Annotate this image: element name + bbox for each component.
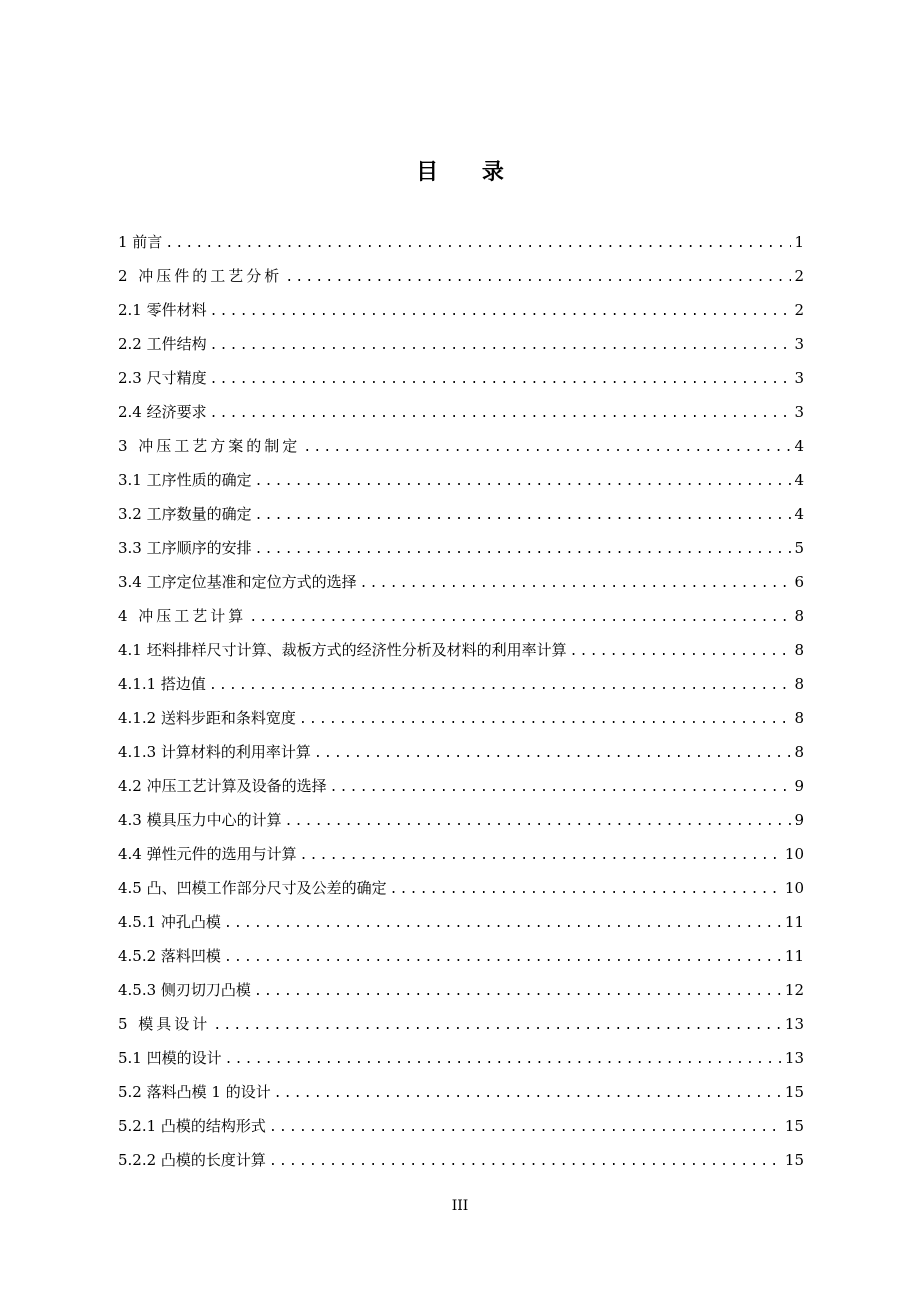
toc-entry-page: 9 [794,777,804,795]
page-title: 目 录 [416,159,522,185]
toc-entry-page: 4 [794,437,804,455]
toc-entry-page: 15 [784,1151,804,1169]
toc-dot-leader [303,434,791,462]
toc-entry-page: 8 [794,675,804,693]
toc-entry[interactable] [118,874,804,908]
toc-dot-leader [210,298,791,326]
toc-entry-title: 5.2.1 凸模的结构形式 [118,1117,266,1135]
toc-dot-leader [274,1080,782,1108]
toc-dot-leader [255,468,791,496]
toc-entry[interactable] [118,534,804,568]
toc-dot-leader [213,1012,782,1040]
toc-dot-leader [254,978,782,1006]
toc-entry-title: 5.2.2 凸模的长度计算 [118,1151,266,1169]
toc-dot-leader [269,1148,782,1176]
toc-entry[interactable] [118,1078,804,1112]
toc-entry-page: 3 [794,369,804,387]
toc-entry[interactable] [118,1010,804,1044]
toc-dot-leader [224,910,782,938]
toc-entry-title: 5.1 凹模的设计 [118,1049,222,1067]
page-number: III [451,1198,469,1214]
toc-entry-title: 2.3 尺寸精度 [118,369,207,387]
toc-entry-title: 2.1 零件材料 [118,301,207,319]
toc-entry-title: 4 冲压工艺计算 [118,607,247,625]
toc-entry-page: 13 [784,1049,804,1067]
toc-dot-leader [225,1046,782,1074]
toc-entry[interactable] [118,228,804,262]
toc-entry[interactable] [118,602,804,636]
toc-dot-leader [255,502,791,530]
toc-dot-leader [285,264,791,292]
toc-entry-title: 3 冲压工艺方案的制定 [118,437,301,455]
toc-entry-page: 15 [784,1083,804,1101]
toc-entry[interactable] [118,840,804,874]
toc-entry-title: 3.1 工序性质的确定 [118,471,252,489]
toc-entry[interactable] [118,806,804,840]
toc-dot-leader [210,400,791,428]
toc-dot-leader [570,638,791,666]
toc-entry-page: 6 [794,573,804,591]
toc-entry[interactable] [118,262,804,296]
toc-entry-page: 5 [794,539,804,557]
toc-dot-leader [330,774,791,802]
toc-entry-page: 9 [794,811,804,829]
toc-entry[interactable] [118,466,804,500]
toc-entry-page: 10 [784,845,804,863]
toc-entry[interactable] [118,432,804,466]
toc-entry[interactable] [118,704,804,738]
toc-entry-page: 13 [784,1015,804,1033]
toc-entry-title: 4.4 弹性元件的选用与计算 [118,845,297,863]
toc-entry[interactable] [118,398,804,432]
toc-entry[interactable] [118,1044,804,1078]
toc-dot-leader [285,808,791,836]
toc-entry[interactable] [118,296,804,330]
toc-entry-page: 8 [794,709,804,727]
toc-entry-title: 4.1.2 送料步距和条料宽度 [118,709,296,727]
toc-entry[interactable] [118,364,804,398]
toc-entry[interactable] [118,738,804,772]
toc-entry-title: 3.3 工序顺序的安排 [118,539,252,557]
toc-entry-title: 1 前言 [118,233,163,251]
toc-entry-title: 3.4 工序定位基准和定位方式的选择 [118,573,357,591]
toc-entry-title: 4.5.3 侧刃切刀凸模 [118,981,251,999]
toc-entry-page: 8 [794,607,804,625]
toc-dot-leader [300,842,782,870]
toc-entry-page: 4 [794,471,804,489]
toc-entry[interactable] [118,670,804,704]
toc-entry-title: 4.5 凸、凹模工作部分尺寸及公差的确定 [118,879,387,897]
toc-entry-page: 10 [784,879,804,897]
toc-entry-title: 4.5.1 冲孔凸模 [118,913,221,931]
toc-dot-leader [224,944,782,972]
toc-entry[interactable] [118,1146,804,1180]
toc-entry[interactable] [118,636,804,670]
toc-entry-page: 4 [794,505,804,523]
toc-dot-leader [360,570,791,598]
toc-entry-title: 4.1.3 计算材料的利用率计算 [118,743,311,761]
toc-entry-page: 15 [784,1117,804,1135]
toc-entry-page: 1 [794,233,804,251]
toc-entry-page: 8 [794,743,804,761]
toc-dot-leader [210,332,791,360]
toc-entry-title: 4.1.1 搭边值 [118,675,206,693]
toc-entry-page: 11 [784,947,804,965]
toc-dot-leader [209,672,791,700]
toc-entry-page: 11 [784,913,804,931]
toc-entry-title: 5 模具设计 [118,1015,211,1033]
toc-entry-page: 2 [794,301,804,319]
toc-dot-leader [210,366,791,394]
table-of-contents [118,228,804,1180]
toc-dot-leader [249,604,791,632]
toc-entry[interactable] [118,330,804,364]
toc-entry-title: 5.2 落料凸模 1 的设计 [118,1083,271,1101]
toc-entry-title: 4.2 冲压工艺计算及设备的选择 [118,777,327,795]
toc-entry-title: 4.1 坯料排样尺寸计算、裁板方式的经济性分析及材料的利用率计算 [118,641,567,659]
toc-entry-title: 2.4 经济要求 [118,403,207,421]
toc-entry[interactable] [118,908,804,942]
toc-entry-page: 3 [794,335,804,353]
toc-entry-title: 2.2 工件结构 [118,335,207,353]
toc-entry-page: 12 [784,981,804,999]
toc-entry-title: 4.3 模具压力中心的计算 [118,811,282,829]
toc-entry-title: 3.2 工序数量的确定 [118,505,252,523]
toc-entry[interactable] [118,976,804,1010]
toc-entry-page: 2 [794,267,804,285]
toc-dot-leader [255,536,791,564]
toc-entry-page: 3 [794,403,804,421]
toc-dot-leader [299,706,791,734]
toc-entry-title: 4.5.2 落料凹模 [118,947,221,965]
toc-entry[interactable] [118,500,804,534]
toc-dot-leader [165,230,791,258]
toc-dot-leader [314,740,791,768]
toc-entry[interactable] [118,1112,804,1146]
toc-entry[interactable] [118,772,804,806]
toc-entry[interactable] [118,942,804,976]
toc-dot-leader [390,876,782,904]
toc-entry-page: 8 [794,641,804,659]
toc-entry-title: 2 冲压件的工艺分析 [118,267,283,285]
toc-entry[interactable] [118,568,804,602]
toc-dot-leader [269,1114,782,1142]
